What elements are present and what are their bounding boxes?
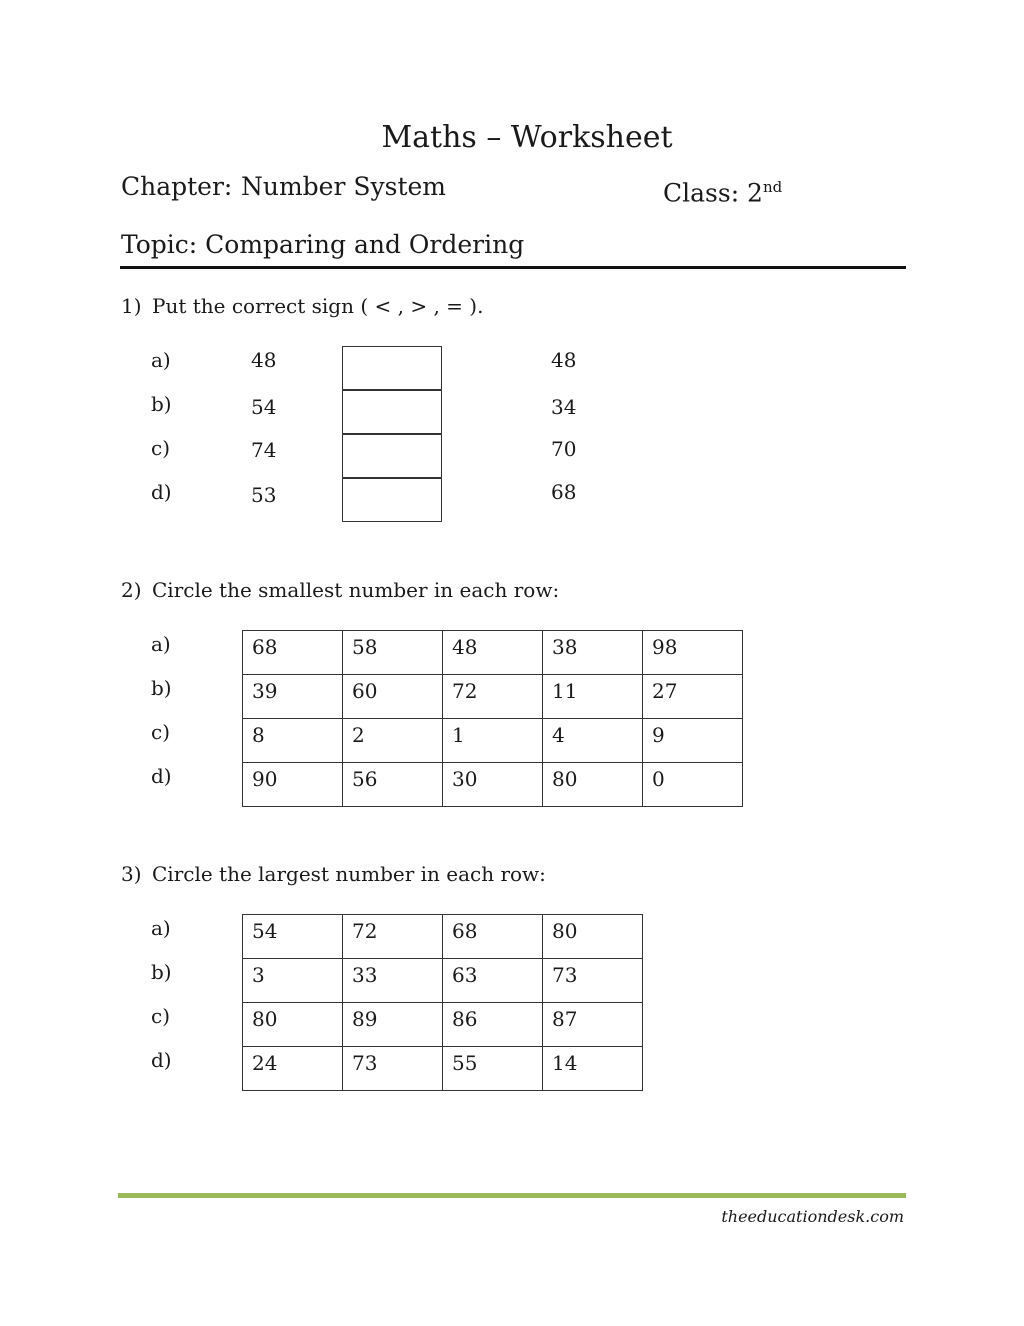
sign-answer-box[interactable] — [342, 434, 442, 478]
number-cell[interactable]: 3 — [243, 959, 343, 1003]
number-cell[interactable]: 8 — [243, 719, 343, 763]
number-cell[interactable]: 56 — [343, 763, 443, 807]
number-cell[interactable]: 4 — [543, 719, 643, 763]
q2-row-label: c) — [151, 720, 171, 744]
number-cell[interactable]: 11 — [543, 675, 643, 719]
table-row — [243, 959, 643, 1003]
q1-right-number: 70 — [551, 437, 577, 461]
number-cell[interactable]: 68 — [443, 915, 543, 959]
number-cell[interactable]: 90 — [243, 763, 343, 807]
q3-row-label: a) — [151, 916, 171, 940]
q1-right-number: 48 — [551, 348, 577, 372]
chapter-label: Chapter: — [121, 172, 233, 201]
q1-left-number: 54 — [251, 395, 277, 419]
class-suffix: nd — [762, 178, 783, 196]
smallest-number-table — [242, 630, 743, 807]
q1-row-label: b) — [151, 392, 172, 416]
question-3 — [121, 861, 546, 887]
number-cell[interactable]: 1 — [443, 719, 543, 763]
q1-row-label: d) — [151, 480, 172, 504]
class-label: Class: 2 — [663, 178, 763, 208]
number-cell[interactable]: 68 — [243, 631, 343, 675]
number-cell[interactable]: 27 — [643, 675, 743, 719]
q1-left-number: 48 — [251, 348, 277, 372]
question-3-number: 3) — [121, 862, 142, 886]
q3-row-label: b) — [151, 960, 172, 984]
topic-divider — [120, 266, 906, 269]
sign-answer-box[interactable] — [342, 346, 442, 390]
number-cell[interactable]: 87 — [543, 1003, 643, 1047]
footer-divider — [118, 1193, 906, 1198]
number-cell[interactable]: 80 — [543, 763, 643, 807]
number-cell[interactable]: 14 — [543, 1047, 643, 1091]
number-cell[interactable]: 2 — [343, 719, 443, 763]
number-cell[interactable]: 73 — [343, 1047, 443, 1091]
largest-number-table — [242, 914, 643, 1091]
class-info — [663, 171, 782, 209]
q3-row-label: d) — [151, 1048, 172, 1072]
q3-row-label: c) — [151, 1004, 171, 1028]
table-row — [243, 1047, 643, 1091]
question-1-text: Put the correct sign ( < , > , = ). — [152, 294, 484, 318]
q1-left-number: 74 — [251, 438, 277, 462]
number-cell[interactable]: 89 — [343, 1003, 443, 1047]
q1-right-number: 34 — [551, 395, 577, 419]
number-cell[interactable]: 54 — [243, 915, 343, 959]
sign-answer-box[interactable] — [342, 390, 442, 434]
number-cell[interactable]: 80 — [243, 1003, 343, 1047]
worksheet-title: Maths – Worksheet — [381, 120, 673, 155]
question-3-text: Circle the largest number in each row: — [152, 862, 546, 886]
table-row — [243, 675, 743, 719]
question-2-text: Circle the smallest number in each row: — [152, 578, 560, 602]
question-1-number: 1) — [121, 294, 142, 318]
table-row — [243, 1003, 643, 1047]
number-cell[interactable]: 72 — [443, 675, 543, 719]
q1-row-label: c) — [151, 436, 171, 460]
q1-row-label: a) — [151, 348, 171, 372]
topic-heading: Topic: Comparing and Ordering — [121, 230, 525, 259]
number-cell[interactable]: 86 — [443, 1003, 543, 1047]
sign-answer-box[interactable] — [342, 478, 442, 522]
table-row — [243, 719, 743, 763]
number-cell[interactable]: 0 — [643, 763, 743, 807]
number-cell[interactable]: 24 — [243, 1047, 343, 1091]
number-cell[interactable]: 30 — [443, 763, 543, 807]
number-cell[interactable]: 73 — [543, 959, 643, 1003]
number-cell[interactable]: 55 — [443, 1047, 543, 1091]
number-cell[interactable]: 60 — [343, 675, 443, 719]
table-row — [243, 915, 643, 959]
chapter-value: Number System — [241, 172, 447, 201]
question-2-number: 2) — [121, 578, 142, 602]
q2-row-label: d) — [151, 764, 172, 788]
q2-row-label: a) — [151, 632, 171, 656]
number-cell[interactable]: 9 — [643, 719, 743, 763]
q1-right-number: 68 — [551, 480, 577, 504]
question-2 — [121, 577, 559, 603]
number-cell[interactable]: 98 — [643, 631, 743, 675]
number-cell[interactable]: 48 — [443, 631, 543, 675]
number-cell[interactable]: 80 — [543, 915, 643, 959]
number-cell[interactable]: 33 — [343, 959, 443, 1003]
number-cell[interactable]: 72 — [343, 915, 443, 959]
q1-left-number: 53 — [251, 483, 277, 507]
q2-row-label: b) — [151, 676, 172, 700]
number-cell[interactable]: 39 — [243, 675, 343, 719]
table-row — [243, 763, 743, 807]
question-1 — [121, 293, 483, 319]
number-cell[interactable]: 63 — [443, 959, 543, 1003]
number-cell[interactable]: 58 — [343, 631, 443, 675]
number-cell[interactable]: 38 — [543, 631, 643, 675]
footer-website: theeducationdesk.com — [721, 1207, 904, 1226]
table-row — [243, 631, 743, 675]
